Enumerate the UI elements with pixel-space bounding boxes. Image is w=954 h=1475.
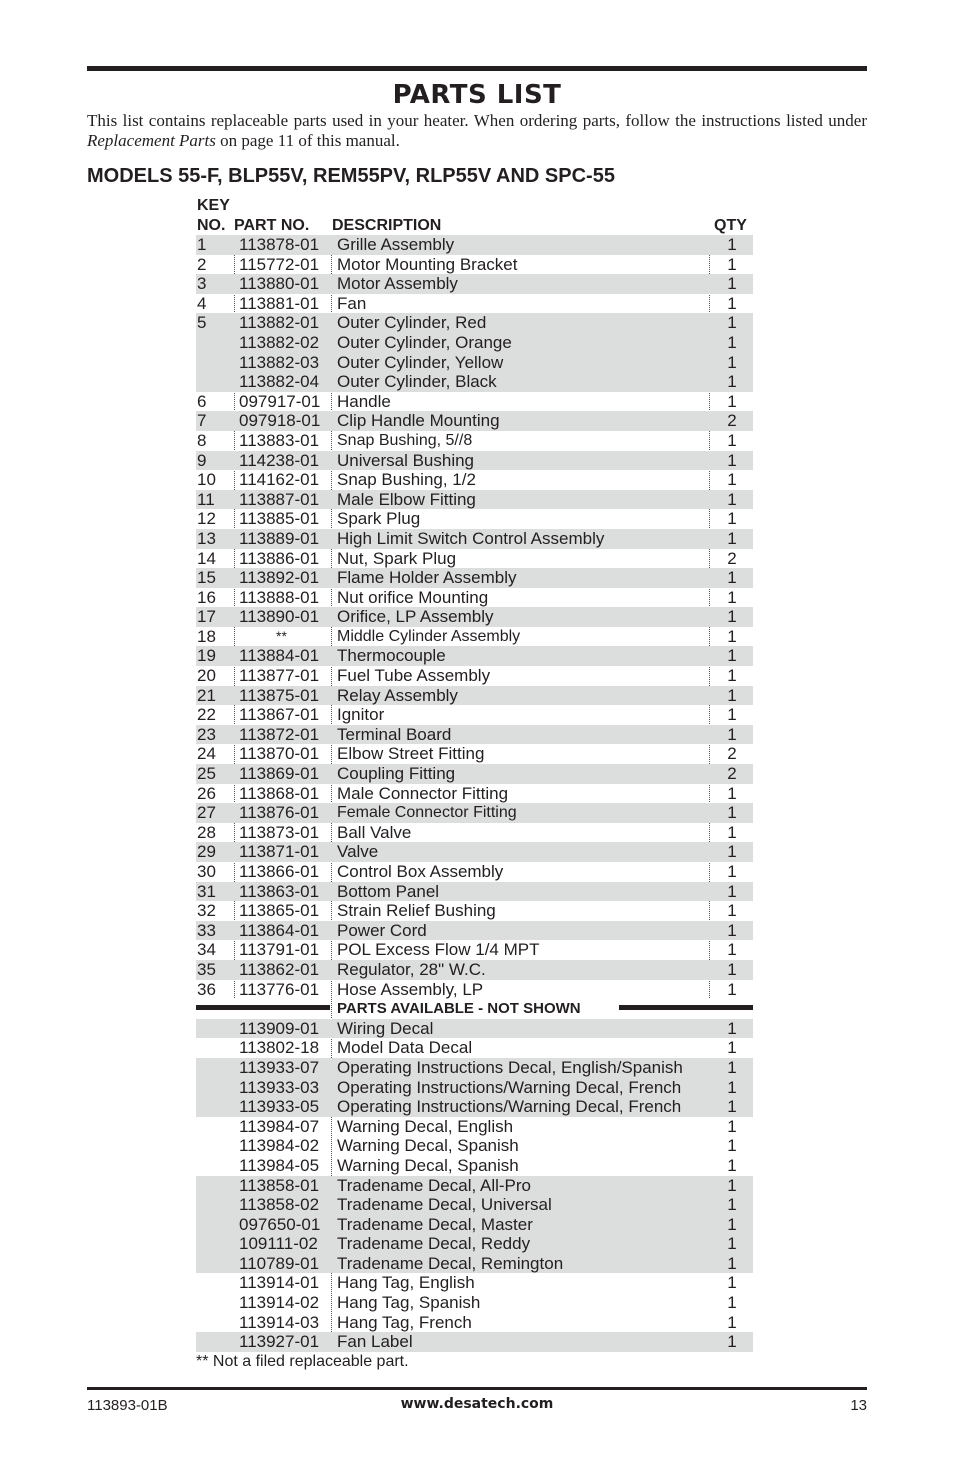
table-row bbox=[196, 294, 753, 314]
description: Power Cord bbox=[337, 920, 427, 940]
key-no: 15 bbox=[197, 568, 216, 588]
part-no: 113914-03 bbox=[239, 1312, 320, 1332]
table-row bbox=[196, 353, 753, 373]
key-no: 4 bbox=[197, 293, 207, 313]
header-qty: QTY bbox=[714, 217, 747, 234]
intro-text-before: This list contains replaceable parts used in your heater. When ordering parts, follow the instructions listed under bbox=[87, 111, 867, 130]
table-row bbox=[196, 588, 753, 608]
qty: 1 bbox=[727, 1018, 737, 1038]
intro-text-after: on page 11 of this manual. bbox=[215, 131, 400, 150]
part-no: 113892-01 bbox=[239, 568, 320, 588]
part-no: 109111-02 bbox=[239, 1234, 318, 1254]
description: Coupling Fitting bbox=[337, 764, 456, 784]
doc-number: 113893-01B bbox=[87, 1397, 168, 1414]
part-no: 113866-01 bbox=[239, 862, 320, 881]
qty: 1 bbox=[727, 1057, 737, 1077]
not-shown-row bbox=[196, 1176, 753, 1196]
qty: 2 bbox=[727, 744, 737, 764]
table-row bbox=[196, 392, 753, 412]
qty: 1 bbox=[727, 803, 737, 823]
qty: 1 bbox=[727, 862, 737, 881]
table-row bbox=[196, 882, 753, 902]
not-shown-row bbox=[196, 1038, 753, 1058]
description: Outer Cylinder, Red bbox=[337, 313, 487, 333]
description: Male Connector Fitting bbox=[337, 783, 509, 803]
table-row bbox=[196, 646, 753, 666]
part-no: 113933-05 bbox=[239, 1097, 320, 1117]
key-no: 20 bbox=[197, 666, 216, 686]
part-no: 113870-01 bbox=[239, 744, 320, 764]
qty: 1 bbox=[727, 607, 737, 627]
qty: 1 bbox=[727, 254, 737, 274]
table-row bbox=[196, 607, 753, 627]
qty: 1 bbox=[727, 646, 737, 666]
key-no: 8 bbox=[197, 430, 207, 450]
qty: 1 bbox=[727, 940, 737, 960]
description: Snap Bushing, 1/2 bbox=[337, 470, 476, 490]
table-row bbox=[196, 980, 753, 1000]
key-no: 7 bbox=[197, 411, 207, 431]
description: Universal Bushing bbox=[337, 450, 475, 470]
description: Bottom Panel bbox=[337, 881, 440, 901]
description: Hang Tag, French bbox=[337, 1312, 472, 1332]
key-no: 36 bbox=[197, 979, 216, 999]
part-no: 113914-01 bbox=[239, 1273, 320, 1293]
qty: 1 bbox=[727, 1214, 737, 1234]
description: Clip Handle Mounting bbox=[337, 411, 500, 431]
qty: 1 bbox=[727, 724, 737, 744]
part-no: 113933-07 bbox=[239, 1057, 320, 1077]
qty: 2 bbox=[727, 548, 737, 568]
description: Warning Decal, English bbox=[337, 1116, 514, 1136]
qty: 1 bbox=[727, 626, 737, 646]
table-row bbox=[196, 313, 753, 333]
description: Nut orifice Mounting bbox=[337, 587, 489, 607]
table-row bbox=[196, 509, 753, 529]
part-no: 113864-01 bbox=[239, 920, 320, 940]
header-key-line2: NO. bbox=[197, 217, 226, 234]
key-no: 33 bbox=[197, 920, 216, 940]
banner-bar-right bbox=[619, 1005, 753, 1010]
description: Regulator, 28" W.C. bbox=[337, 959, 486, 979]
qty: 1 bbox=[727, 274, 737, 294]
part-no: 113872-01 bbox=[239, 724, 320, 744]
table-row bbox=[196, 842, 753, 862]
qty: 1 bbox=[727, 842, 737, 862]
description: Tradename Decal, Universal bbox=[337, 1195, 552, 1215]
description: Thermocouple bbox=[337, 646, 446, 666]
key-no: 6 bbox=[197, 391, 207, 411]
qty: 1 bbox=[727, 587, 737, 607]
table-row bbox=[196, 490, 753, 510]
key-no: 28 bbox=[197, 822, 216, 842]
parts-table bbox=[196, 235, 753, 1352]
key-no: 16 bbox=[197, 587, 216, 607]
part-no: 113984-07 bbox=[239, 1116, 320, 1136]
part-no: 113869-01 bbox=[239, 764, 320, 784]
description: Outer Cylinder, Yellow bbox=[337, 352, 504, 372]
qty: 1 bbox=[727, 568, 737, 588]
header-part-no: PART NO. bbox=[234, 217, 310, 234]
key-no: 9 bbox=[197, 450, 207, 470]
part-no: 113886-01 bbox=[239, 548, 320, 568]
key-no: 21 bbox=[197, 685, 216, 705]
not-shown-row bbox=[196, 1078, 753, 1098]
key-no: 23 bbox=[197, 724, 216, 744]
qty: 1 bbox=[727, 959, 737, 979]
qty: 1 bbox=[727, 489, 737, 509]
qty: 1 bbox=[727, 352, 737, 372]
qty: 1 bbox=[727, 391, 737, 411]
page-number: 13 bbox=[850, 1397, 867, 1414]
part-no: 113791-01 bbox=[239, 940, 320, 960]
qty: 1 bbox=[727, 1136, 737, 1156]
description: Model Data Decal bbox=[337, 1038, 473, 1058]
part-no: 113868-01 bbox=[239, 783, 320, 803]
key-no: 17 bbox=[197, 607, 216, 627]
description: Valve bbox=[337, 842, 379, 862]
qty: 1 bbox=[727, 1175, 737, 1195]
qty: 1 bbox=[727, 705, 737, 725]
table-row bbox=[196, 529, 753, 549]
table-row bbox=[196, 705, 753, 725]
table-row bbox=[196, 823, 753, 843]
qty: 1 bbox=[727, 901, 737, 921]
table-row bbox=[196, 725, 753, 745]
key-no: 18 bbox=[197, 626, 216, 646]
not-shown-row bbox=[196, 1332, 753, 1352]
table-row bbox=[196, 333, 753, 353]
part-no: 113909-01 bbox=[239, 1018, 320, 1038]
part-no: 113984-02 bbox=[239, 1136, 320, 1156]
part-no: 113776-01 bbox=[239, 979, 320, 999]
qty: 1 bbox=[727, 1195, 737, 1215]
description: Fuel Tube Assembly bbox=[337, 666, 491, 686]
not-shown-row bbox=[196, 1058, 753, 1078]
qty: 1 bbox=[727, 1273, 737, 1293]
intro-text-italic: Replacement Parts bbox=[87, 131, 216, 150]
qty: 1 bbox=[727, 1234, 737, 1254]
table-row bbox=[196, 960, 753, 980]
part-no: 113927-01 bbox=[239, 1332, 320, 1352]
part-no: 113880-01 bbox=[239, 274, 320, 294]
part-no: 113877-01 bbox=[239, 666, 320, 686]
part-no: 113933-03 bbox=[239, 1077, 320, 1097]
table-row bbox=[196, 274, 753, 294]
table-row bbox=[196, 764, 753, 784]
qty: 1 bbox=[727, 666, 737, 686]
part-no: 113885-01 bbox=[239, 509, 320, 529]
footnote: ** Not a filed replaceable part. bbox=[196, 1353, 409, 1370]
part-no: 113862-01 bbox=[239, 959, 320, 979]
description: Male Elbow Fitting bbox=[337, 489, 476, 509]
table-row bbox=[196, 235, 753, 255]
description: Operating Instructions/Warning Decal, French bbox=[337, 1097, 682, 1117]
key-no: 13 bbox=[197, 528, 216, 548]
qty: 1 bbox=[727, 1155, 737, 1175]
qty: 1 bbox=[727, 1038, 737, 1058]
part-no: 113984-05 bbox=[239, 1155, 320, 1175]
description: Hose Assembly, LP bbox=[337, 979, 484, 999]
part-no: 113871-01 bbox=[239, 842, 320, 862]
table-row bbox=[196, 372, 753, 392]
banner-bar-left bbox=[196, 1005, 330, 1010]
part-no: 113882-02 bbox=[239, 332, 320, 352]
key-no: 25 bbox=[197, 764, 216, 784]
qty: 1 bbox=[727, 372, 737, 392]
part-no: 113882-03 bbox=[239, 352, 320, 372]
part-no: 113876-01 bbox=[239, 803, 320, 823]
qty: 1 bbox=[727, 1097, 737, 1117]
part-no: 113890-01 bbox=[239, 607, 320, 627]
key-no: 27 bbox=[197, 803, 216, 823]
description: Motor Assembly bbox=[337, 274, 458, 294]
not-shown-row bbox=[196, 1097, 753, 1117]
description: Middle Cylinder Assembly bbox=[337, 627, 521, 645]
part-no: 114162-01 bbox=[239, 470, 320, 490]
part-no: 113914-02 bbox=[239, 1293, 320, 1313]
qty: 2 bbox=[727, 411, 737, 431]
part-no: 113882-04 bbox=[239, 372, 320, 392]
qty: 1 bbox=[727, 430, 737, 450]
key-no: 5 bbox=[197, 313, 207, 333]
part-no: 113889-01 bbox=[239, 528, 320, 548]
part-no: 115772-01 bbox=[239, 254, 320, 274]
qty: 1 bbox=[727, 1312, 737, 1332]
description: Tradename Decal, Remington bbox=[337, 1253, 564, 1273]
intro-paragraph bbox=[87, 111, 867, 151]
page-title: PARTS LIST bbox=[392, 80, 562, 110]
part-no: 097917-01 bbox=[239, 391, 321, 411]
description: Warning Decal, Spanish bbox=[337, 1136, 519, 1156]
not-shown-row bbox=[196, 1273, 753, 1293]
description: Snap Bushing, 5//8 bbox=[337, 431, 473, 449]
description: Elbow Street Fitting bbox=[337, 744, 485, 764]
qty: 2 bbox=[727, 764, 737, 784]
bottom-rule bbox=[87, 1387, 867, 1390]
qty: 1 bbox=[727, 509, 737, 529]
top-rule bbox=[87, 66, 867, 71]
not-shown-heading: PARTS AVAILABLE - NOT SHOWN bbox=[337, 1000, 581, 1018]
description: Ignitor bbox=[337, 705, 385, 725]
table-row bbox=[196, 549, 753, 569]
key-no: 30 bbox=[197, 862, 216, 881]
table-row bbox=[196, 803, 753, 823]
key-no: 29 bbox=[197, 842, 216, 862]
part-no: 113858-01 bbox=[239, 1175, 320, 1195]
part-no: 114238-01 bbox=[239, 450, 320, 470]
part-no: 113867-01 bbox=[239, 705, 320, 725]
key-no: 2 bbox=[197, 254, 207, 274]
qty: 1 bbox=[727, 979, 737, 999]
description: Control Box Assembly bbox=[337, 862, 504, 881]
table-row bbox=[196, 568, 753, 588]
not-shown-row bbox=[196, 1156, 753, 1176]
not-shown-row bbox=[196, 1117, 753, 1137]
key-no: 1 bbox=[197, 235, 207, 254]
key-no: 24 bbox=[197, 744, 216, 764]
key-no: 11 bbox=[197, 489, 215, 509]
description: Terminal Board bbox=[337, 724, 452, 744]
not-shown-banner bbox=[196, 999, 753, 1019]
not-shown-row bbox=[196, 1234, 753, 1254]
description: Fan Label bbox=[337, 1332, 413, 1352]
qty: 1 bbox=[727, 920, 737, 940]
table-row bbox=[196, 744, 753, 764]
description: Grille Assembly bbox=[337, 235, 455, 254]
part-no: 110789-01 bbox=[239, 1253, 320, 1273]
part-no: 113888-01 bbox=[239, 587, 320, 607]
description: Motor Mounting Bracket bbox=[337, 254, 518, 274]
description: Outer Cylinder, Orange bbox=[337, 332, 512, 352]
key-no: 19 bbox=[197, 646, 216, 666]
qty: 1 bbox=[727, 822, 737, 842]
description: Handle bbox=[337, 391, 391, 411]
description: Outer Cylinder, Black bbox=[337, 372, 497, 392]
description: POL Excess Flow 1/4 MPT bbox=[337, 940, 540, 960]
description: Tradename Decal, Reddy bbox=[337, 1234, 531, 1254]
description: Tradename Decal, Master bbox=[337, 1214, 533, 1234]
table-row bbox=[196, 470, 753, 490]
qty: 1 bbox=[727, 450, 737, 470]
description: Wiring Decal bbox=[337, 1018, 434, 1038]
qty: 1 bbox=[727, 313, 737, 333]
qty: 1 bbox=[727, 1077, 737, 1097]
website-link[interactable]: www.desatech.com bbox=[400, 1396, 554, 1412]
description: Orifice, LP Assembly bbox=[337, 607, 494, 627]
table-row bbox=[196, 784, 753, 804]
qty: 1 bbox=[727, 685, 737, 705]
part-no: 113882-01 bbox=[239, 313, 320, 333]
qty: 1 bbox=[727, 332, 737, 352]
qty: 1 bbox=[727, 293, 737, 313]
key-no: 12 bbox=[197, 509, 216, 529]
table-row bbox=[196, 921, 753, 941]
part-no: 113881-01 bbox=[239, 293, 320, 313]
part-no: 097650-01 bbox=[239, 1214, 321, 1234]
table-row bbox=[196, 940, 753, 960]
part-no: 113865-01 bbox=[239, 901, 320, 921]
not-shown-row bbox=[196, 1254, 753, 1274]
key-no: 35 bbox=[197, 959, 216, 979]
description: Hang Tag, Spanish bbox=[337, 1293, 481, 1313]
key-no: 34 bbox=[197, 940, 216, 960]
not-shown-row bbox=[196, 1019, 753, 1039]
part-no: 113884-01 bbox=[239, 646, 320, 666]
description: Hang Tag, English bbox=[337, 1273, 475, 1293]
key-no: 3 bbox=[197, 274, 207, 294]
part-no: 113878-01 bbox=[239, 235, 320, 254]
description: Relay Assembly bbox=[337, 685, 458, 705]
table-row bbox=[196, 411, 753, 431]
qty: 1 bbox=[727, 783, 737, 803]
table-row bbox=[196, 862, 753, 882]
key-no: 22 bbox=[197, 705, 216, 725]
description: Warning Decal, Spanish bbox=[337, 1155, 519, 1175]
part-no: 113873-01 bbox=[239, 822, 320, 842]
description: Tradename Decal, All-Pro bbox=[337, 1175, 532, 1195]
description: Strain Relief Bushing bbox=[337, 901, 496, 921]
table-row bbox=[196, 666, 753, 686]
description: Nut, Spark Plug bbox=[337, 548, 457, 568]
description: Flame Holder Assembly bbox=[337, 568, 517, 588]
not-shown-row bbox=[196, 1293, 753, 1313]
part-no: 113887-01 bbox=[239, 489, 320, 509]
key-no: 14 bbox=[197, 548, 216, 568]
part-no: 097918-01 bbox=[239, 411, 321, 431]
part-no: ** bbox=[276, 627, 287, 644]
table-row bbox=[196, 627, 753, 647]
description: High Limit Switch Control Assembly bbox=[337, 528, 605, 548]
key-no: 31 bbox=[197, 881, 216, 901]
description: Ball Valve bbox=[337, 822, 412, 842]
table-row bbox=[196, 451, 753, 471]
key-no: 10 bbox=[197, 470, 216, 490]
table-row bbox=[196, 901, 753, 921]
header-key-line1: KEY bbox=[197, 197, 230, 214]
qty: 1 bbox=[727, 881, 737, 901]
part-no: 113875-01 bbox=[239, 685, 320, 705]
description: Fan bbox=[337, 293, 367, 313]
qty: 1 bbox=[727, 1116, 737, 1136]
description: Operating Instructions Decal, English/Spanish bbox=[337, 1057, 683, 1077]
table-row bbox=[196, 431, 753, 451]
description: Operating Instructions/Warning Decal, French bbox=[337, 1077, 682, 1097]
qty: 1 bbox=[727, 1332, 737, 1352]
qty: 1 bbox=[727, 528, 737, 548]
description: Spark Plug bbox=[337, 509, 421, 529]
part-no: 113802-18 bbox=[239, 1038, 320, 1058]
table-row bbox=[196, 255, 753, 275]
not-shown-row bbox=[196, 1313, 753, 1333]
models-heading: MODELS 55-F, BLP55V, REM55PV, RLP55V AND SPC-55 bbox=[87, 165, 615, 187]
qty: 1 bbox=[727, 1253, 737, 1273]
header-description: DESCRIPTION bbox=[332, 217, 442, 234]
key-no: 32 bbox=[197, 901, 216, 921]
not-shown-row bbox=[196, 1136, 753, 1156]
table-row bbox=[196, 686, 753, 706]
qty: 1 bbox=[727, 1293, 737, 1313]
not-shown-row bbox=[196, 1195, 753, 1215]
part-no: 113863-01 bbox=[239, 881, 320, 901]
qty: 1 bbox=[727, 235, 737, 254]
key-no: 26 bbox=[197, 783, 216, 803]
description: Female Connector Fitting bbox=[337, 804, 517, 822]
not-shown-row bbox=[196, 1215, 753, 1235]
qty: 1 bbox=[727, 470, 737, 490]
part-no: 113883-01 bbox=[239, 430, 320, 450]
part-no: 113858-02 bbox=[239, 1195, 320, 1215]
